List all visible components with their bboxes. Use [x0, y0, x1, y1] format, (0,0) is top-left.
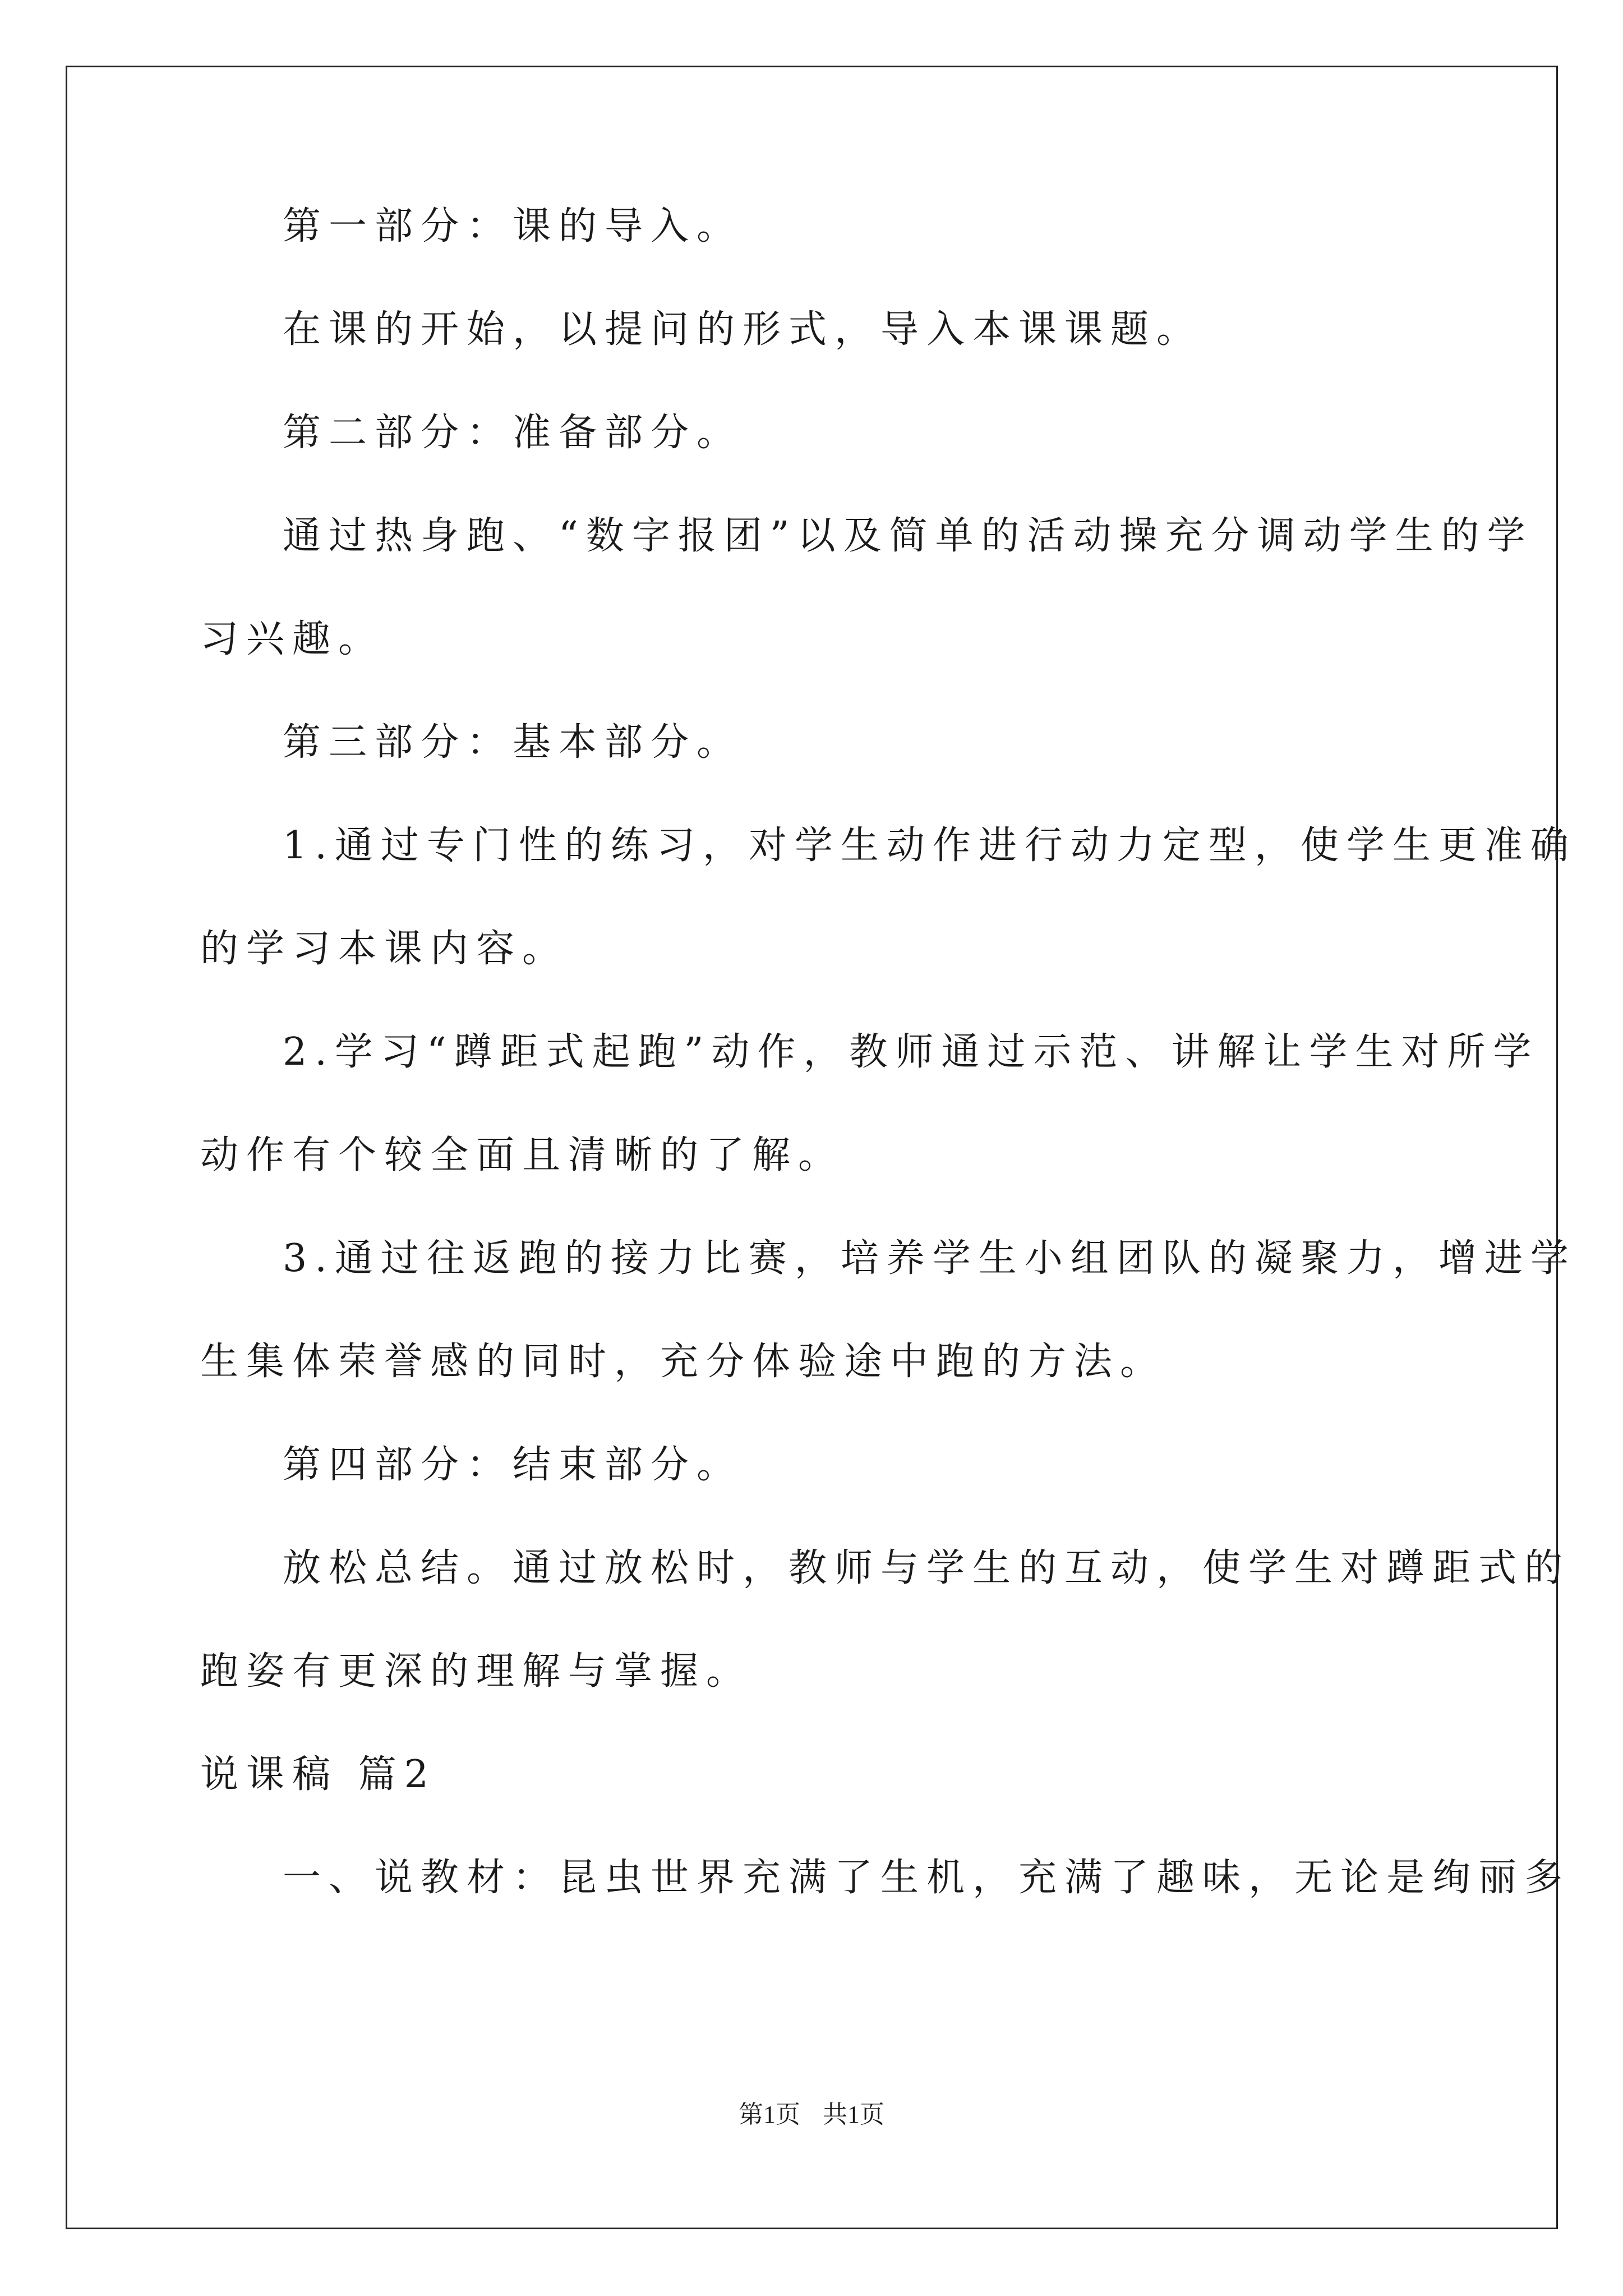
paragraph-line: 1.通过专门性的练习，对学生动作进行动力定型，使学生更准确 — [283, 823, 1576, 868]
paragraph-line: 2.学习“蹲距式起跑”动作，教师通过示范、讲解让学生对所学 — [283, 1030, 1539, 1074]
page-footer — [0, 2094, 1623, 2130]
paragraph-line: 第四部分：结束部分。 — [283, 1443, 743, 1487]
paragraph-line: 第三部分：基本部分。 — [283, 720, 743, 765]
paragraph-line: 在课的开始，以提问的形式，导入本课课题。 — [283, 307, 1203, 352]
paragraph-line: 放松总结。通过放松时，教师与学生的互动，使学生对蹲距式的 — [283, 1546, 1571, 1590]
paragraph-line: 一、说教材：昆虫世界充满了生机，充满了趣味，无论是绚丽多 — [283, 1856, 1571, 1900]
section-heading: 说课稿 篇2 — [200, 1752, 436, 1797]
paragraph-line: 第一部分：课的导入。 — [283, 204, 743, 249]
paragraph-line: 习兴趣。 — [200, 617, 385, 661]
paragraph-line: 通过热身跑、“数字报团”以及简单的活动操充分调动学生的学 — [283, 514, 1533, 558]
page-number: 第1页 — [739, 2101, 800, 2128]
page-total: 共1页 — [823, 2101, 884, 2128]
paragraph-line: 的学习本课内容。 — [200, 927, 569, 971]
paragraph-line: 第二部分：准备部分。 — [283, 411, 743, 455]
paragraph-line: 生集体荣誉感的同时，充分体验途中跑的方法。 — [200, 1340, 1166, 1384]
paragraph-line: 跑姿有更深的理解与掌握。 — [200, 1649, 753, 1694]
paragraph-line: 动作有个较全面且清晰的了解。 — [200, 1133, 845, 1177]
paragraph-line: 3.通过往返跑的接力比赛，培养学生小组团队的凝聚力，增进学 — [283, 1236, 1576, 1281]
